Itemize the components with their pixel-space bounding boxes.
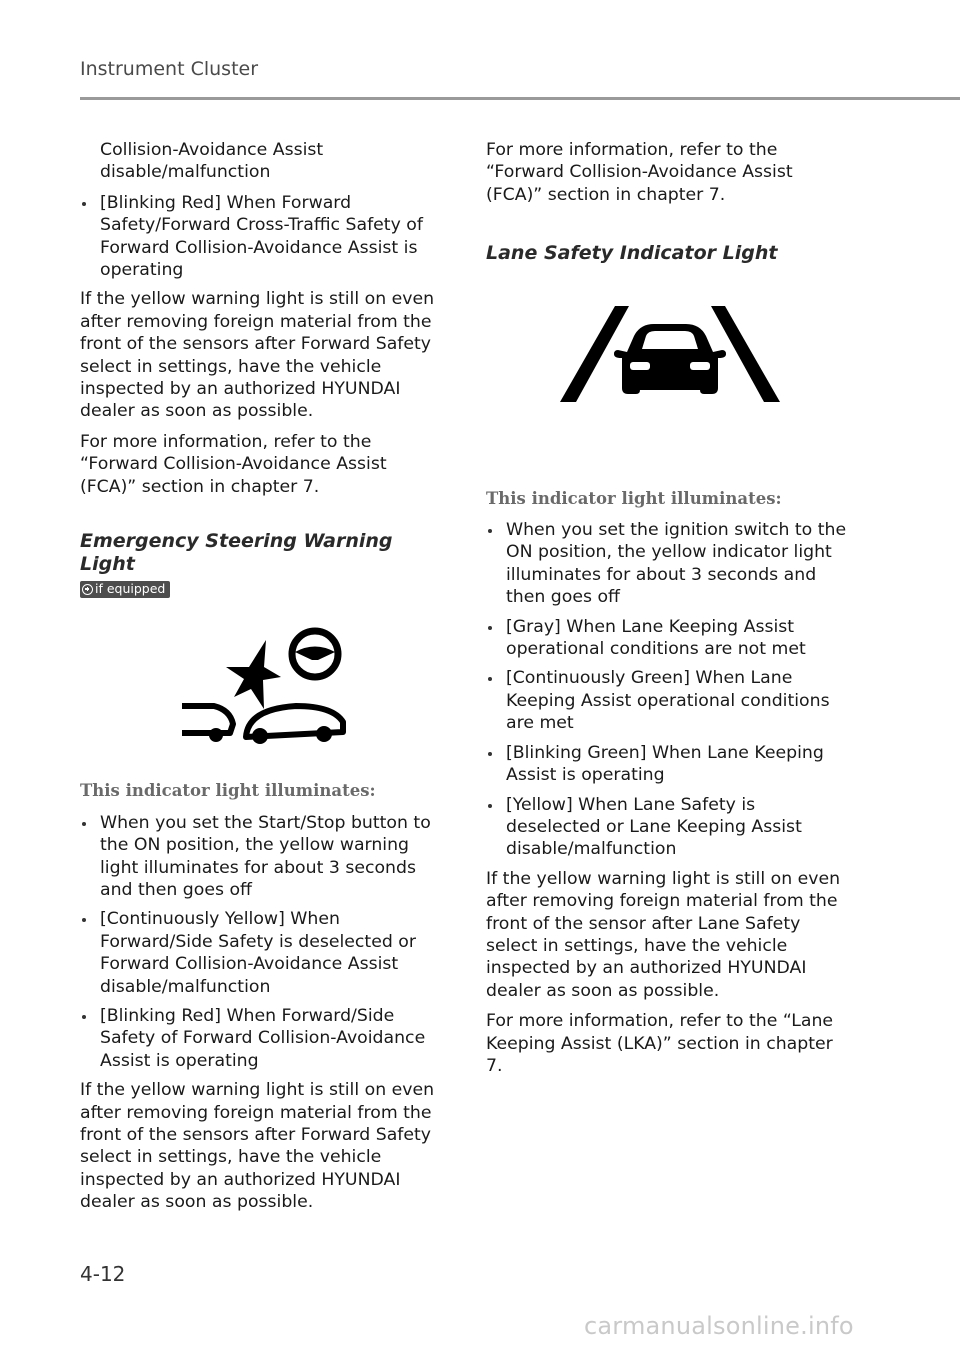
continued-bullet-text: Collision-Avoidance Assist disable/malfunction xyxy=(100,140,324,183)
figure-container xyxy=(80,601,440,761)
bullet-list-b xyxy=(80,812,440,1072)
illuminates-subheading: This indicator light illuminates: xyxy=(80,781,376,801)
plus-icon xyxy=(82,584,93,595)
section-heading-emergency-steering: Emergency Steering Warning Light xyxy=(80,530,393,575)
badge-label: if equipped xyxy=(95,581,166,597)
list-item: When you set the Start/Stop button to the ON position, the yellow warning light illuminates for about 3 seconds and then goes off xyxy=(80,812,440,902)
section-heading-lane-safety: Lane Safety Indicator Light xyxy=(486,242,778,265)
bullet-list-a xyxy=(80,192,440,282)
figure-container xyxy=(486,265,848,465)
header-divider xyxy=(80,97,960,100)
paragraph: If the yellow warning light is still on even after removing foreign material from the front of the sensors after Forward Safety select in settings, have the vehicle inspected by an authorized HYUNDAI dealer as soon as possible. xyxy=(80,1080,435,1213)
list-item: [Gray] When Lane Keeping Assist operational conditions are not met xyxy=(486,616,848,661)
bullet-list-c xyxy=(486,519,848,861)
left-column xyxy=(80,139,440,1222)
lane-safety-indicator-icon xyxy=(560,302,780,406)
list-item: [Blinking Green] When Lane Keeping Assist is operating xyxy=(486,742,848,787)
paragraph: For more information, refer to the “Forward Collision-Avoidance Assist (FCA)” section in chapter 7. xyxy=(486,140,793,205)
page-header-title: Instrument Cluster xyxy=(80,58,259,80)
if-equipped-badge xyxy=(80,581,170,598)
page-number: 4-12 xyxy=(80,1262,126,1286)
right-column xyxy=(486,139,848,1085)
emergency-steering-warning-icon xyxy=(178,627,358,757)
list-item: [Blinking Red] When Forward/Side Safety of Forward Collision-Avoidance Assist is operating xyxy=(80,1005,440,1072)
list-item: [Continuously Yellow] When Forward/Side Safety is deselected or Forward Collision-Avoidance Assist disable/malfunction xyxy=(80,908,440,998)
illuminates-subheading: This indicator light illuminates: xyxy=(486,488,782,508)
paragraph: For more information, refer to the “Lane Keeping Assist (LKA)” section in chapter 7. xyxy=(486,1011,834,1076)
list-item: [Continuously Green] When Lane Keeping Assist operational conditions are met xyxy=(486,667,848,734)
paragraph: If the yellow warning light is still on even after removing foreign material from the front of the sensor after Lane Safety select in settings, have the vehicle inspected by an authorized HYUNDAI dealer as soon as possible. xyxy=(486,868,841,1001)
list-item: When you set the ignition switch to the ON position, the yellow indicator light illuminates for about 3 seconds and then goes off xyxy=(486,519,848,609)
paragraph: For more information, refer to the “Forward Collision-Avoidance Assist (FCA)” section in chapter 7. xyxy=(80,431,387,497)
watermark: carmanualsonline.info xyxy=(584,1312,854,1340)
paragraph: If the yellow warning light is still on even after removing foreign material from the front of the sensors after Forward Safety select in settings, have the vehicle inspected by an authorized HYUNDAI dealer as soon as possible. xyxy=(80,289,435,422)
list-item: [Yellow] When Lane Safety is deselected or Lane Keeping Assist disable/malfunction xyxy=(486,794,848,861)
list-item: [Blinking Red] When Forward Safety/Forward Cross-Traffic Safety of Forward Collision-Avoidance Assist is operating xyxy=(80,192,440,282)
